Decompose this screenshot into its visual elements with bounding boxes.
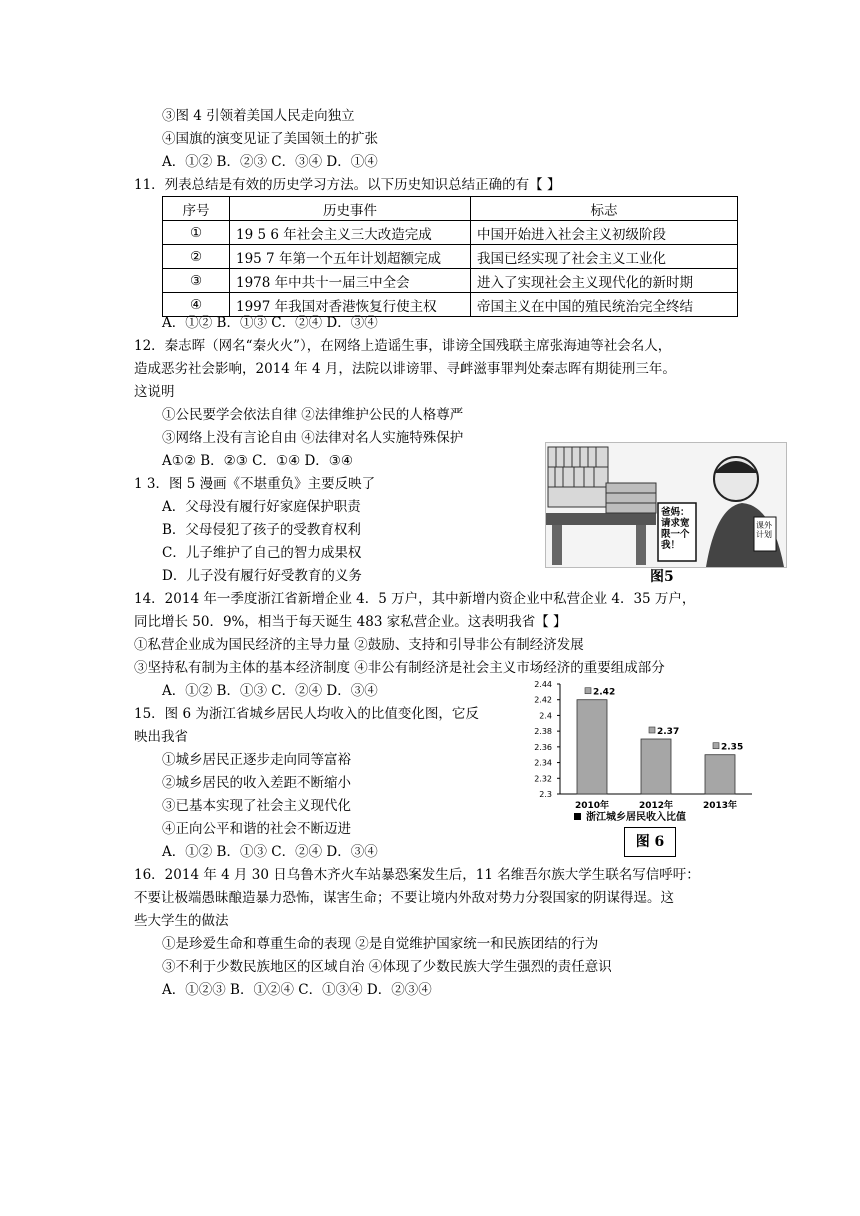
statement-15-3: ③已基本实现了社会主义现代化 bbox=[162, 798, 351, 814]
legend-swatch bbox=[574, 813, 581, 820]
statement-15-4: ④正向公平和谐的社会不断迈进 bbox=[162, 821, 351, 837]
statements-16-a: ①是珍爱生命和尊重生命的表现 ②是自觉维护国家统一和民族团结的行为 bbox=[162, 936, 599, 952]
data-label-marker bbox=[713, 743, 719, 749]
answer-choices-12: A①② B．②③ C．①④ D．③④ bbox=[162, 453, 354, 469]
question-14-line-2: 同比增长 50．9%，相当于每天诞生 483 家私营企业。这表明我省【 】 bbox=[134, 614, 567, 630]
option-13-b: B．父母侵犯了孩子的受教育权利 bbox=[162, 522, 361, 538]
x-tick-label: 2013年 bbox=[702, 801, 738, 811]
chart-bar bbox=[577, 700, 607, 794]
statements-12-a: ①公民要学会依法自律 ②法律维护公民的人格尊严 bbox=[162, 407, 464, 423]
option-13-d: D．儿子没有履行好受教育的义务 bbox=[162, 568, 362, 584]
table-header-row bbox=[163, 197, 738, 221]
table-cell: 我国已经实现了社会主义工业化 bbox=[471, 245, 738, 269]
table-cell: ③ bbox=[163, 269, 230, 293]
question-16-line-3: 些大学生的做法 bbox=[134, 913, 229, 929]
y-tick-label: 2.38 bbox=[534, 727, 552, 737]
table-cell: 进入了实现社会主义现代化的新时期 bbox=[471, 269, 738, 293]
statements-14-a: ①私营企业成为国民经济的主导力量 ②鼓励、支持和引导非公有制经济发展 bbox=[134, 637, 584, 653]
question-15-line-2: 映出我省 bbox=[134, 729, 188, 745]
answer-choices-14: A．①② B．①③ C．②④ D．③④ bbox=[162, 683, 378, 699]
question-13: 1 3．图 5 漫画《不堪重负》主要反映了 bbox=[134, 476, 376, 492]
table-cell: ④ bbox=[163, 293, 230, 317]
table-cell: 19 5 6 年社会主义三大改造完成 bbox=[230, 221, 471, 245]
table-cell: 帝国主义在中国的殖民统治完全终结 bbox=[471, 293, 738, 317]
question-12-line-2: 造成恶劣社会影响，2014 年 4 月，法院以诽谤罪、寻衅滋事罪判处秦志晖有期徒刑三年。 bbox=[134, 361, 676, 377]
answer-choices-15: A．①② B．①③ C．②④ D．③④ bbox=[162, 844, 378, 860]
chart-bars bbox=[577, 700, 735, 794]
statement-15-1: ①城乡居民正逐步走向同等富裕 bbox=[162, 752, 351, 768]
data-label-marker bbox=[649, 727, 655, 733]
y-tick-label: 2.34 bbox=[534, 758, 552, 768]
option-line-4: ④国旗的演变见证了美国领土的扩张 bbox=[162, 131, 378, 147]
chart-bar bbox=[705, 755, 735, 794]
statements-16-b: ③不利于少数民族地区的区域自治 ④体现了少数民族大学生强烈的责任意识 bbox=[162, 959, 612, 975]
x-tick-label: 2012年 bbox=[638, 801, 674, 811]
question-16-line-1: 16．2014 年 4 月 30 日乌鲁木齐火车站暴恐案发生后，11 名维吾尔族大学生联名写信呼吁： bbox=[134, 867, 700, 883]
question-12-line-1: 12．秦志晖（网名“秦火火”），在网络上造谣生事，诽谤全国残联主席张海迪等社会名人， bbox=[134, 338, 672, 354]
cartoon-figure-5 bbox=[545, 442, 787, 568]
answer-choices-11: A．①② B．①③ C．②④ D．③④ bbox=[162, 315, 378, 331]
question-16-line-2: 不要让极端愚昧酿造暴力恐怖，谋害生命；不要让境内外敌对势力分裂国家的阴谋得逞。这 bbox=[134, 890, 674, 906]
figure-5-caption: 图5 bbox=[650, 569, 674, 585]
table-cell: 1978 年中共十一届三中全会 bbox=[230, 269, 471, 293]
table-cell: ① bbox=[163, 221, 230, 245]
question-12-line-3: 这说明 bbox=[134, 384, 175, 400]
option-13-a: A．父母没有履行好家庭保护职责 bbox=[162, 499, 361, 515]
y-tick-label: 2.3 bbox=[539, 790, 552, 799]
table-cell: 195 7 年第一个五年计划超额完成 bbox=[230, 245, 471, 269]
income-ratio-chart bbox=[516, 676, 756, 826]
question-14-line-1: 14．2014 年一季度浙江省新增企业 4．5 万户，其中新增内资企业中私营企业 4．35 万户， bbox=[134, 591, 696, 607]
table-cell: 中国开始进入社会主义初级阶段 bbox=[471, 221, 738, 245]
data-label-marker bbox=[585, 688, 591, 694]
column-header: 标志 bbox=[471, 197, 738, 221]
question-11: 11．列表总结是有效的历史学习方法。以下历史知识总结正确的有【 】 bbox=[134, 177, 561, 193]
cartoon-bubble-text: 爸妈：请求宽限一个我！ bbox=[661, 507, 690, 551]
column-header: 序号 bbox=[163, 197, 230, 221]
answer-choices-16: A．①②③ B．①②④ C．①③④ D．②③④ bbox=[162, 982, 432, 998]
data-label: 2.35 bbox=[721, 742, 744, 753]
table-row bbox=[163, 221, 738, 245]
question-15-line-1: 15．图 6 为浙江省城乡居民人均收入的比值变化图，它反 bbox=[134, 706, 479, 722]
statement-15-2: ②城乡居民的收入差距不断缩小 bbox=[162, 775, 351, 791]
cartoon-tag-text: 课外计划 bbox=[756, 521, 772, 539]
x-tick-label: 2010年 bbox=[574, 801, 610, 811]
y-tick-label: 2.4 bbox=[539, 711, 552, 721]
option-line-3: ③图 4 引领着美国人民走向独立 bbox=[162, 108, 355, 124]
statements-12-b: ③网络上没有言论自由 ④法律对名人实施特殊保护 bbox=[162, 430, 464, 446]
answer-choices-10: A．①② B．②③ C．③④ D．①④ bbox=[162, 154, 378, 170]
y-tick-label: 2.36 bbox=[534, 742, 552, 752]
table-row bbox=[163, 269, 738, 293]
option-13-c: C．儿子维护了自己的智力成果权 bbox=[162, 545, 362, 561]
y-tick-label: 2.42 bbox=[534, 695, 552, 705]
figure-6-caption: 图 6 bbox=[624, 827, 676, 857]
table-row bbox=[163, 245, 738, 269]
statements-14-b: ③坚持私有制为主体的基本经济制度 ④非公有制经济是社会主义市场经济的重要组成部分 bbox=[134, 660, 665, 676]
y-tick-label: 2.44 bbox=[534, 680, 552, 689]
legend-label: 浙江城乡居民收入比值 bbox=[586, 812, 686, 823]
column-header: 历史事件 bbox=[230, 197, 471, 221]
data-label: 2.37 bbox=[657, 727, 680, 737]
table-cell: ② bbox=[163, 245, 230, 269]
y-tick-label: 2.32 bbox=[534, 774, 552, 784]
history-table bbox=[162, 196, 738, 317]
chart-bar bbox=[641, 739, 671, 794]
data-label: 2.42 bbox=[593, 687, 616, 698]
table-cell: 1997 年我国对香港恢复行使主权 bbox=[230, 293, 471, 317]
